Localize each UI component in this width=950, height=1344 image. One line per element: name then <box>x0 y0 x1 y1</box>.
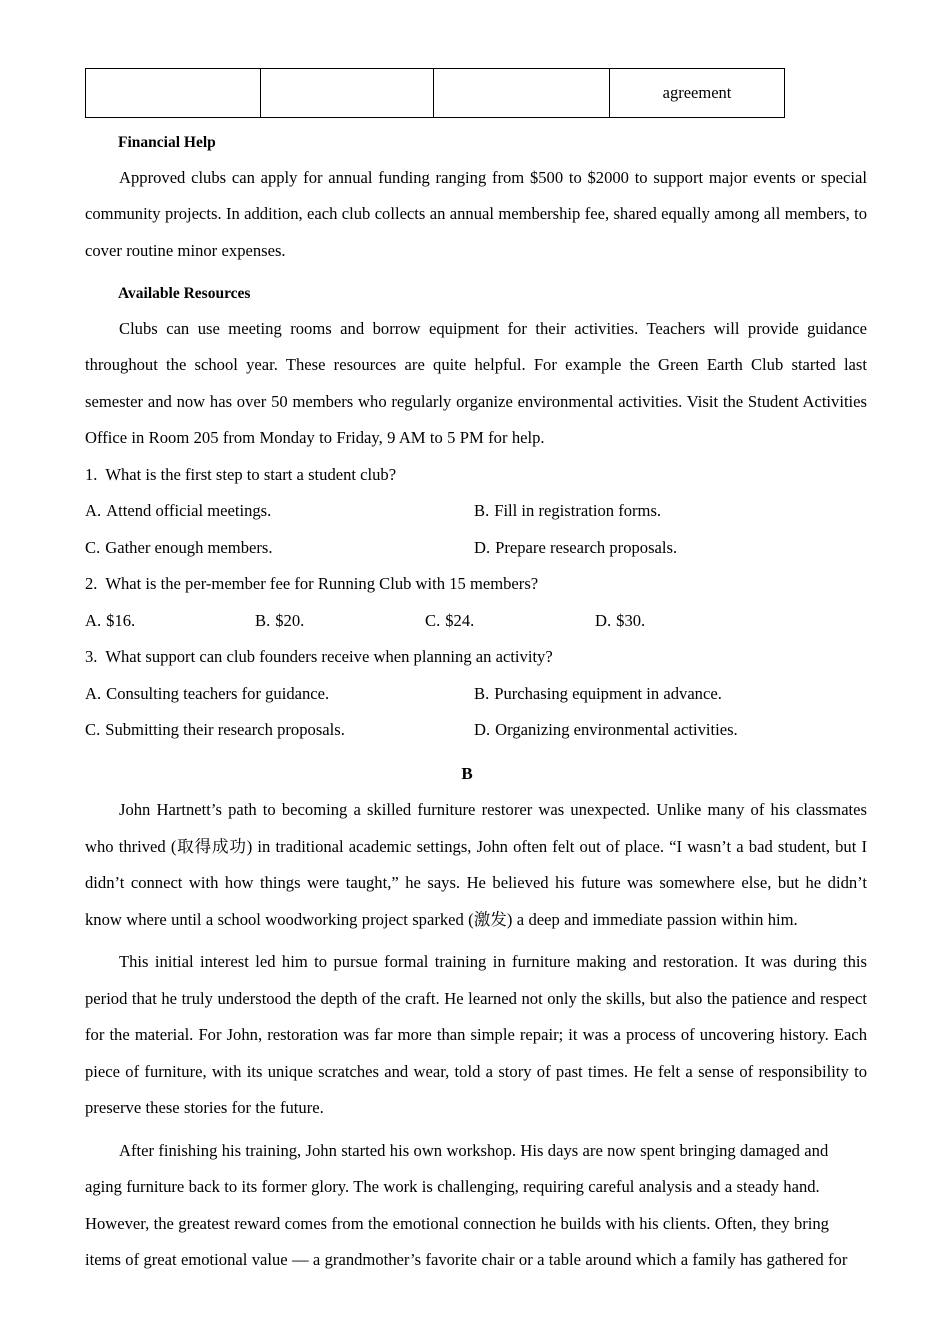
club-info-table <box>85 68 785 118</box>
option-letter: B. <box>474 501 490 521</box>
table-cell-3 <box>434 69 610 118</box>
option-text: Fill in registration forms. <box>494 501 662 521</box>
question-1-options-row-1 <box>85 493 867 530</box>
option-letter: D. <box>474 720 491 740</box>
question-3-text: What support can club founders receive when planning an activity? <box>105 647 553 667</box>
question-1-option-a[interactable] <box>85 493 474 530</box>
question-3-option-d[interactable] <box>474 712 863 749</box>
option-letter: A. <box>85 610 102 630</box>
question-3-option-c[interactable] <box>85 712 474 749</box>
question-2-options-row-1 <box>85 603 867 640</box>
section-paragraph-available-resources: Clubs can use meeting rooms and borrow equipment for their activities. Teachers will provide guidance throughout the school year. These resources are quite helpful. For example the Green Earth Club started last semester and now has over 50 members who regularly organize environmental activities. Visit the Student Activities Office in Room 205 from Monday to Friday, 9 AM to 5 PM for help. <box>85 318 867 448</box>
passage-b-paragraph-1: John Hartnett’s path to becoming a skilled furniture restorer was unexpected. Unlike many of his classmates who thrived (取得成功) in traditional academic settings, John often felt out of place. “I wasn’t a bad student, but I didn’t connect with how things were taught,” he says. He believed his future was somewhere else, but he didn’t know where until a school woodworking project sparked (激发) a deep and immediate passion within him. <box>85 800 867 929</box>
question-2-option-b[interactable] <box>255 603 425 640</box>
section-heading-financial-help: Financial Help <box>118 134 216 151</box>
question-1 <box>85 457 867 494</box>
section-paragraph-financial-help: Approved clubs can apply for annual funding ranging from $500 to $2000 to support major events or special community projects. In addition, each club collects an annual membership fee, shared equally among all members, to cover routine minor expenses. <box>85 167 867 260</box>
option-letter: D. <box>474 537 491 557</box>
question-3 <box>85 639 867 676</box>
option-text: $16. <box>106 610 136 630</box>
option-text: Submitting their research proposals. <box>105 720 345 740</box>
table-cell-agreement: agreement <box>610 69 785 118</box>
table-row <box>86 69 785 118</box>
passage-b-label: B <box>461 763 473 783</box>
question-1-number: 1. <box>85 464 98 484</box>
question-1-option-b[interactable] <box>474 493 863 530</box>
question-2-text: What is the per-member fee for Running Club with 15 members? <box>105 574 539 594</box>
option-letter: D. <box>595 610 612 630</box>
section-heading-available-resources: Available Resources <box>118 285 251 303</box>
passage-b-paragraph-2: This initial interest led him to pursue formal training in furniture making and restoration. It was during this period that he truly understood the depth of the craft. He learned not only the skills, but also the patience and respect for the material. For John, restoration was far more than simple repair; it was a process of uncovering history. Each piece of furniture, with its unique scratches and wear, told a story of past times. He felt a sense of responsibility to preserve these stories for the future. <box>85 952 867 1118</box>
option-letter: C. <box>425 610 441 630</box>
question-1-options-row-2 <box>85 530 867 567</box>
question-2 <box>85 566 867 603</box>
question-3-option-b[interactable] <box>474 676 863 713</box>
question-3-options-row-2 <box>85 712 867 749</box>
question-3-options-row-1 <box>85 676 867 713</box>
option-text: $20. <box>275 610 305 630</box>
option-letter: A. <box>85 501 102 521</box>
question-1-option-d[interactable] <box>474 530 863 567</box>
option-letter: B. <box>255 610 271 630</box>
page-content <box>85 68 867 1279</box>
option-text: Prepare research proposals. <box>495 537 678 557</box>
option-text: Attend official meetings. <box>106 501 272 521</box>
question-2-option-d[interactable] <box>595 603 645 640</box>
table-cell-2 <box>261 69 434 118</box>
option-letter: C. <box>85 537 101 557</box>
question-2-option-c[interactable] <box>425 603 595 640</box>
question-3-option-a[interactable] <box>85 676 474 713</box>
question-3-number: 3. <box>85 647 98 667</box>
option-text: Gather enough members. <box>105 537 273 557</box>
question-1-text: What is the first step to start a student club? <box>105 464 397 484</box>
option-text: $30. <box>616 610 646 630</box>
option-text: Consulting teachers for guidance. <box>106 683 330 703</box>
option-text: Purchasing equipment in advance. <box>494 683 722 703</box>
passage-b-paragraph-3: After finishing his training, John started his own workshop. His days are now spent bringing damaged and aging furniture back to its former glory. The work is challenging, requiring careful analysis and a steady hand. However, the greatest reward comes from the emotional connection he builds with his clients. Often, they bring items of great emotional value — a grandmother’s favorite chair or a table around which a family has gathered for <box>85 1140 848 1270</box>
option-letter: C. <box>85 720 101 740</box>
option-letter: A. <box>85 683 102 703</box>
question-1-option-c[interactable] <box>85 530 474 567</box>
question-2-number: 2. <box>85 574 98 594</box>
question-2-option-a[interactable] <box>85 603 255 640</box>
table-cell-1 <box>86 69 261 118</box>
option-text: $24. <box>445 610 475 630</box>
option-text: Organizing environmental activities. <box>495 720 738 740</box>
option-letter: B. <box>474 683 490 703</box>
